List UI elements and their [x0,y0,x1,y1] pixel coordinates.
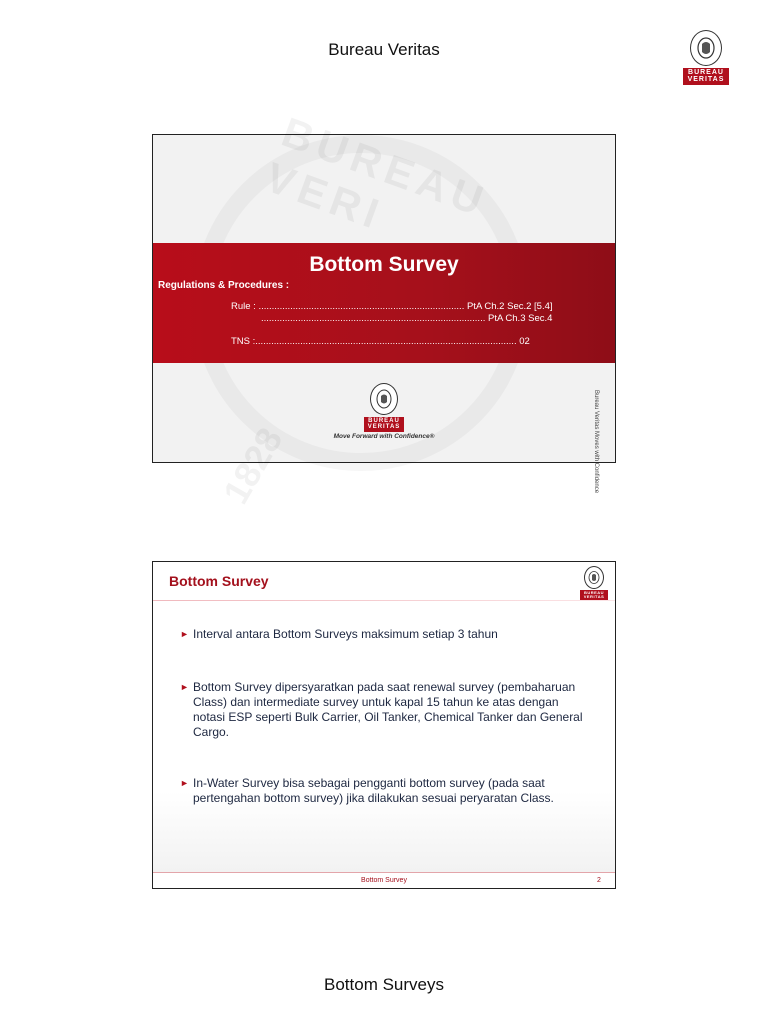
bureau-veritas-logo [683,30,729,85]
logo-text-veritas: VERITAS [687,76,725,84]
slide2-logo [580,566,608,600]
slide-2 [152,561,616,889]
bullet-item [180,627,590,642]
bullet-text: Interval antara Bottom Surveys maksimum setiap 3 tahun [193,627,498,641]
regulations-label: Regulations & Procedures : [158,280,290,291]
slide2-page-number: 2 [597,877,601,884]
page-header: Bureau Veritas [328,40,440,59]
bullet-text: In-Water Survey bisa sebagai pengganti bottom survey (pada saat pertengahan bottom survey) jika dilakukan sesuai peryaratan Class. [193,776,554,805]
bullet-arrow-icon: ► [180,682,189,692]
page-footer: Bottom Surveys [324,975,444,994]
rule-line-1: Rule : .............................................................................. PtA Ch.2 Sec.2 [5.4] [231,301,553,312]
bullet-text: Bottom Survey dipersyaratkan pada saat renewal survey (pembaharuan Class) dan intermediate survey untuk kapal 15 tahun ke atas dengan notasi ESP seperti Bulk Carrier, Oil Tanker, Chemical Tanker dan General Cargo. [193,680,583,739]
bullet-arrow-icon: ► [180,778,189,788]
logo-text-veritas: VERITAS [367,424,401,431]
bv-plate [364,417,404,432]
slide2-body [153,601,615,873]
logo-text-bureau: BUREAU [368,418,400,424]
slide1-title: Bottom Survey [309,253,459,276]
bullet-arrow-icon: ► [180,629,189,639]
logo-text-bureau: BUREAU [583,590,605,595]
bullet-item [180,776,590,806]
bv-seal-icon [370,383,398,415]
slide1-tagline: Move Forward with Confidence® [333,433,435,440]
slide2-footer-title: Bottom Survey [361,877,407,884]
vertical-motto: Bureau Veritas Moves with Confidence [593,390,599,494]
slide2-title: Bottom Survey [169,573,269,589]
watermark-text: BUREAU VERI [259,108,495,240]
bv-plate [683,68,729,85]
slide1-logo [364,383,404,432]
slide-1 [152,108,616,511]
footer-divider [153,872,615,873]
title-band [153,243,615,363]
bullet-item [180,680,590,740]
logo-text-veritas: VERITAS [583,594,605,600]
bv-plate [580,590,608,600]
tns-line: TNS :................................................................................................... 02 [231,336,530,347]
bv-seal-icon [584,566,604,589]
rule-line-2: ..................................................................................... PtA Ch.3 Sec.4 [261,313,553,324]
watermark-year: 1828 [214,420,291,511]
bv-seal-icon [690,30,722,66]
logo-text-bureau: BUREAU [688,69,724,76]
